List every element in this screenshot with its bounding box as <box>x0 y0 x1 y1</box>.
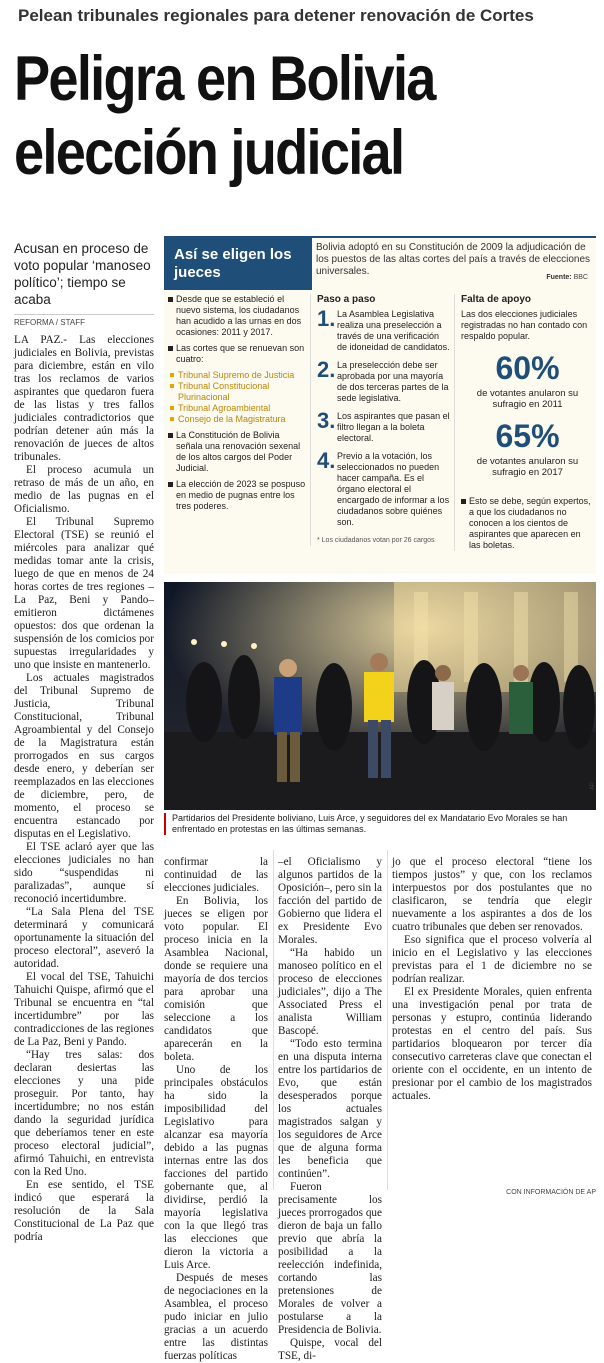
info-box-source <box>546 274 588 281</box>
paragraph: El proceso acumula un retraso de más de un año, en medio de las pugnas en el Oficialismo. <box>14 464 154 515</box>
column-divider <box>387 850 388 1190</box>
step-item <box>317 408 450 444</box>
stat-2017-label: de votantes anularon su sufragio en 2017 <box>476 456 579 478</box>
paragraph: confirmar la continuidad de las elecciones judiciales. <box>164 856 268 894</box>
column-divider <box>273 850 274 1190</box>
stat-2017-value: 65% <box>495 418 560 454</box>
info-box-steps <box>310 294 450 546</box>
step-text: La Asamblea Legislativa realiza una preselección a través de una verificación de idoneidad de candidatos. <box>337 309 450 352</box>
paragraph: En ese sentido, el TSE indicó que esperará la resolución de la Sala Constitucional de La Paz que podría <box>14 1179 154 1243</box>
stat-2011-value: 60% <box>495 350 560 386</box>
source-value: BBC <box>573 274 588 281</box>
byline: REFORMA / STAFF <box>14 314 154 327</box>
court-item: Tribunal Constitucional Plurinacional <box>168 381 306 403</box>
paragraph: El TSE aclaró ayer que las elecciones judiciales no han sido “suspendidas ni paralizadas”, aunque sí reconoció incertidumbre. <box>14 841 154 905</box>
article-column-2 <box>164 856 268 1362</box>
court-item: Tribunal Agroambiental <box>168 403 306 414</box>
step-number: 1. <box>317 306 336 331</box>
protest-photo-illustration <box>164 582 596 810</box>
step-text: Previo a la votación, los seleccionados no pueden hacer campaña. Es el órgano electoral el encargado de informar a los ciudadanos sobre quiénes son. <box>337 451 450 527</box>
step-number: 3. <box>317 408 336 433</box>
paragraph: En Bolivia, los jueces se eligen por voto popular. El proceso inicia en la Asamblea Nacional, donde se requiere una mayoría de dos tercios para aprobar una comisión que seleccione a los candidatos que aparecerán en la boleta. <box>164 895 268 1063</box>
paragraph: “Ha habido un manoseo político en el proceso de elecciones judiciales”, dijo a The Associated Press el analista William Bascopé. <box>278 947 382 1037</box>
paragraph: “Todo esto termina en una disputa interna entre los partidarios de Evo, que están desesperados porque los actuales magistrados salgan y los seguidores de Arce que de alguna forma les beneficia que continúen”. <box>278 1038 382 1180</box>
step-text: Los aspirantes que pasan el filtro llegan a la boleta electoral. <box>337 411 450 443</box>
court-item: Tribunal Supremo de Justicia <box>168 370 306 381</box>
info-box-intro: Bolivia adoptó en su Constitución de 2009 la adjudicación de los puestos de las altas cortes del país a través de elecciones universales. <box>316 242 591 277</box>
source-label: Fuente: <box>546 274 572 281</box>
paragraph: Uno de los principales obstáculos ha sido la imposibilidad del Legislativo para alcanzar esa mayoría debido a las pugnas internas entre las dos facciones del partido gobernante que, al dividirse, perdió la mayoría legislativa con la que llegó tras las elecciones que dieron la victoria a Luis Arce. <box>164 1064 268 1271</box>
fact-bullet: Las cortes que se renuevan son cuatro: <box>168 343 306 365</box>
paragraph: Fueron precisamente los jueces prorrogados que dieron de baja un fallo previo que abría la posibilidad a la reelección indefinida, cortando las pretensiones de Morales de volver a postularse a la Presidencia de Bolivia. <box>278 1181 382 1336</box>
paragraph: “La Sala Plena del TSE determinará y comunicará oportunamente la situación del proceso electoral”, aseveró la autoridad. <box>14 906 154 970</box>
article-column-4 <box>392 856 592 1182</box>
paragraph: jo que el proceso electoral “tiene los tiempos justos” y que, con los reclamos interpuestos por dos postulantes que no clasificaron, se tendría que elegir nuevamente a los aspirantes a dos de los cuatro tribunales que deben ser renovados. <box>392 856 592 933</box>
court-item: Consejo de la Magistratura <box>168 414 306 425</box>
info-box-title: Así se eligen los jueces <box>164 238 312 290</box>
headline-line-2: elección judicial <box>14 118 404 188</box>
article-column-3 <box>278 856 382 1362</box>
step-item <box>317 306 450 353</box>
support-close: Esto se debe, según expertos, a que los ciudadanos no conocen a los cientos de aspirantes que aparecen en las boletas. <box>461 496 594 551</box>
photo-credit: AP <box>590 781 596 790</box>
steps-note: * Los ciudadanos votan por 26 cargos <box>317 537 435 544</box>
paragraph: Los actuales magistrados del Tribunal Supremo de Justicia, Tribunal Constitucional, Tribunal Agroambiental y del Consejo de la Magistratura están prorrogados en sus cargos desde enero, y deberían ser reemplazados en las elecciones de diciembre, pero, de momento, el proceso se encuentra estancado por disputas en el Legislativo. <box>14 672 154 840</box>
photo-caption: Partidarios del Presidente boliviano, Luis Arce, y seguidores del ex Mandatario Evo Morales se han enfrentado en protestas en las últimas semanas. <box>164 813 590 835</box>
fact-bullet: Desde que se estableció el nuevo sistema, los ciudadanos han acudido a las urnas en dos ocasiones: 2011 y 2017. <box>168 294 306 338</box>
subhead: Acusan en proceso de voto popular ‘manoseo político’; tiempo se acaba <box>14 241 151 307</box>
step-item <box>317 448 450 528</box>
stat-2011-label: de votantes anularon su sufragio en 2011 <box>476 388 579 410</box>
support-title: Falta de apoyo <box>461 294 532 305</box>
step-item <box>317 357 450 404</box>
steps-title: Paso a paso <box>317 294 376 305</box>
paragraph: Eso significa que el proceso volvería al inicio en el Legislativo y las elecciones previstas para el 1 de diciembre no se podrían realizar. <box>392 934 592 985</box>
protest-photo <box>164 582 596 810</box>
info-box-support <box>454 294 594 551</box>
paragraph: Quispe, vocal del TSE, di- <box>278 1337 382 1362</box>
headline <box>14 42 513 190</box>
headline-line-1: Peligra en Bolivia <box>14 44 435 114</box>
paragraph: El ex Presidente Morales, quien enfrenta una investigación penal por trata de personas y estupro, continúa liderando protestas en el centro del país. Sus partidarios bloquearon por tercer día consecutivo carreteras clave que conectan el oriente con el occidente, en un intento de presionar por el cambio de los magistrados actuales. <box>392 986 592 1102</box>
paragraph: El vocal del TSE, Tahuichi Tahuichi Quispe, afirmó que el Tribunal se encuentra en “tal incertidumbre” por las contradicciones de las regiones de La Paz, Beni y Pando. <box>14 971 154 1048</box>
support-intro: Las dos elecciones judiciales registradas no han contado con respaldo popular. <box>461 309 588 341</box>
step-number: 2. <box>317 357 336 382</box>
paragraph: –el Oficialismo y algunos partidos de la Oposición–, pero sin la facción del partido de Gobierno que lidera el ex Presidente Evo Morales. <box>278 856 382 946</box>
fact-bullet: La Constitución de Bolivia señala una renovación sexenal de los altos cargos del Poder Judicial. <box>168 430 306 474</box>
paragraph: LA PAZ.- Las elecciones judiciales en Bolivia, previstas para diciembre, están en vilo tras los reclamos de varios aspirantes que quedaron fuera de las listas y tres fallos judiciales contradictorios que podrían detener aún más la renovación de jueces de altos tribunales. <box>14 334 154 463</box>
paragraph: Después de meses de negociaciones en la Asamblea, el proceso pudo iniciar en julio gracias a un acuerdo entre las distintas fuerzas políticas <box>164 1272 268 1362</box>
footer-credit: CON INFORMACIÓN DE AP <box>506 1189 596 1196</box>
paragraph: “Hay tres salas: dos declaran desiertas las elecciones y una pide proseguir. Por tanto, hay incertidumbre; no nos están dando la seguridad jurídica que deberíamos tener en este proceso electoral judicial”, afirmó Tahuichi, en entrevista con la Red Uno. <box>14 1049 154 1178</box>
fact-bullet: La elección de 2023 se pospuso en medio de pugnas entre los tres poderes. <box>168 479 306 512</box>
article-column-1 <box>14 334 154 1243</box>
step-number: 4. <box>317 448 336 473</box>
info-box <box>164 236 596 574</box>
kicker: Pelean tribunales regionales para detener renovación de Cortes <box>18 6 534 25</box>
paragraph: El Tribunal Supremo Electoral (TSE) se reunió el miércoles para analizar qué medidas tomar ante la crisis, luego de que en menos de 24 horas cortes de tres regiones –La Paz, Beni y Pando– emitieron dictámenes opuestos: dos que ordenan la suspensión de los comicios por supuestas irregularidades y uno que insiste en mantenerlo. <box>14 516 154 671</box>
info-box-facts <box>168 294 306 517</box>
step-text: La preselección debe ser aprobada por una mayoría de dos terceras partes de la sede legislativa. <box>337 360 449 403</box>
